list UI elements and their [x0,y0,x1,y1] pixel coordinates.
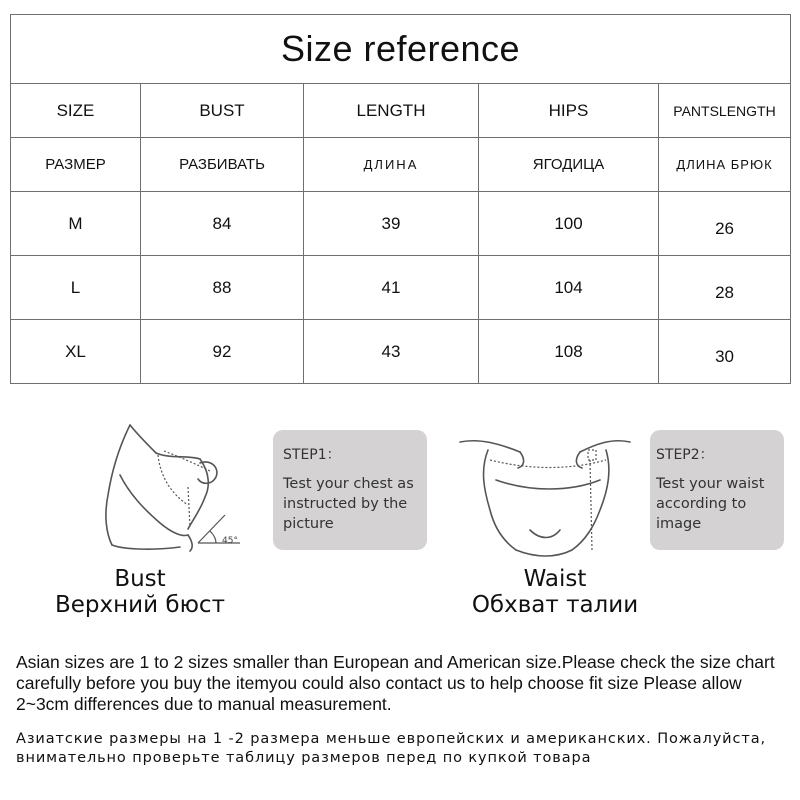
header-bust-ru: РАЗБИВАТЬ [141,138,304,192]
table-title: Size reference [11,15,791,84]
cell-size: L [11,256,141,320]
cell-size: M [11,192,141,256]
cell-hips: 108 [479,320,659,384]
cell-size: XL [11,320,141,384]
cell-hips: 104 [479,256,659,320]
cell-bust: 84 [141,192,304,256]
waist-caption [440,566,670,618]
header-row [11,84,791,138]
step2-box [650,430,784,550]
cell-pants-length: 26 [659,192,791,256]
step1-box [273,430,427,550]
table-row [11,320,791,384]
table-row [11,192,791,256]
header-size: SIZE [11,84,141,138]
size-reference-table [10,14,791,384]
bust-caption-en: Bust [114,566,166,592]
header-bust: BUST [141,84,304,138]
waist-caption-en: Waist [523,566,587,592]
step2-text: Test your waist according to image [656,476,765,532]
step1-title: STEP1： [283,447,341,463]
cell-hips: 100 [479,192,659,256]
header-pants-length: PANTSLENGTH [659,84,791,138]
cell-bust: 92 [141,320,304,384]
angle-label: 45° [222,536,238,546]
bust-measure-illustration [60,415,270,565]
cell-length: 39 [304,192,479,256]
bust-caption-ru: Верхний бюст [55,592,225,618]
cell-pants-length: 30 [659,320,791,384]
header-pants-length-ru: ДЛИНА БРЮК [659,138,791,192]
header-hips-ru: ЯГОДИЦА [479,138,659,192]
header-hips: HIPS [479,84,659,138]
cell-length: 43 [304,320,479,384]
step2-title: STEP2： [656,447,714,463]
size-notice-ru: Азиатские размеры на 1 -2 размера меньше европейских и американских. Пожалуйста, внимательно проверьте таблицу размеров перед по купкой товара [16,731,767,766]
header-length: LENGTH [304,84,479,138]
size-notice-en: Asian sizes are 1 to 2 sizes smaller than European and American size.Please check the size chart carefully before you buy the itemyou could also contact us to help choose fit size Please allow 2~3cm differences due to manual measurement. [16,652,775,714]
header-row-ru [11,138,791,192]
cell-bust: 88 [141,256,304,320]
bust-caption [40,566,240,618]
step1-text: Test your chest as instructed by the picture [283,476,414,532]
waist-measure-illustration [440,430,645,565]
header-size-ru: РАЗМЕР [11,138,141,192]
table-row [11,256,791,320]
waist-caption-ru: Обхват талии [471,592,639,618]
header-length-ru: ДЛИНА [304,138,479,192]
cell-length: 41 [304,256,479,320]
cell-pants-length: 28 [659,256,791,320]
